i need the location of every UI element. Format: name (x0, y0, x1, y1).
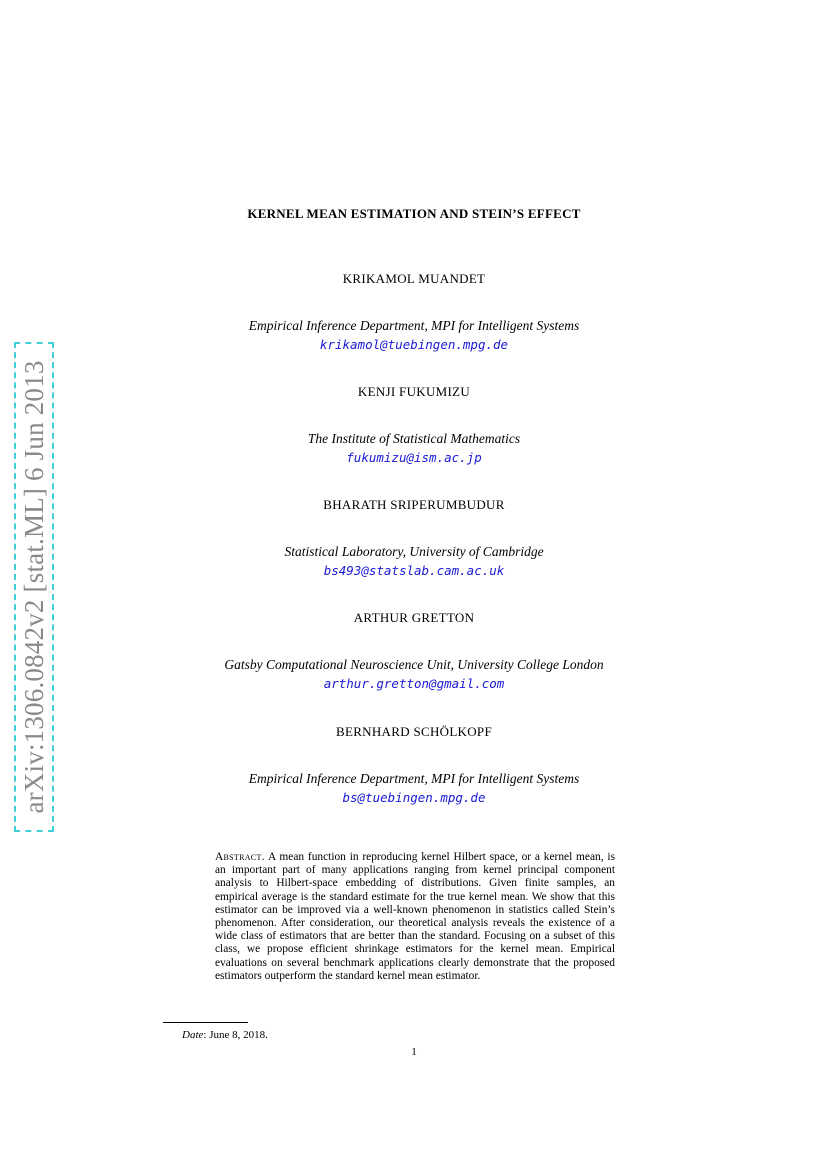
author-block (0, 609, 828, 693)
abstract-heading: Abstract. (215, 851, 265, 863)
author-email-link[interactable]: krikamol@tuebingen.mpg.de (319, 337, 509, 352)
page-number: 1 (411, 1046, 417, 1058)
author-email-link[interactable]: bs493@statslab.cam.ac.uk (323, 563, 505, 578)
author-email-link[interactable]: arthur.gretton@gmail.com (323, 676, 505, 691)
author-block (0, 270, 828, 354)
paper-title: KERNEL MEAN ESTIMATION AND STEIN’S EFFECT (247, 206, 581, 221)
author-email-link[interactable]: fukumizu@ism.ac.jp (346, 450, 482, 465)
author-affiliation: The Institute of Statistical Mathematics (307, 431, 521, 446)
author-email-link[interactable]: bs@tuebingen.mpg.de (342, 790, 486, 805)
author-affiliation: Empirical Inference Department, MPI for Intelligent Systems (248, 318, 580, 333)
footnote-rule (163, 1022, 248, 1023)
abstract (215, 851, 615, 983)
abstract-text: A mean function in reproducing kernel Hilbert space, or a kernel mean, is an important part of many applications ranging from kernel principal component analysis to Hilbert-space embedding of distributions. Given finite samples, an empirical average is the standard estimate for the true kernel mean. We show that this estimator can be improved via a well-known phenomenon in statistics called Stein’s phenomenon. After consideration, our theoretical analysis reveals the existence of a wide class of estimators that are better than the standard. Focusing on a subset of this class, we propose efficient shrinkage estimators for the kernel mean. Empirical evaluations on several benchmark applications clearly demonstrate that the proposed estimators outperform the standard kernel mean estimator. (215, 851, 615, 982)
author-block (0, 383, 828, 467)
arxiv-identifier[interactable]: arXiv:1306.0842v2 [stat.ML] 6 Jun 2013 (19, 360, 49, 814)
author-name: KRIKAMOL MUANDET (342, 271, 486, 286)
author-affiliation: Gatsby Computational Neuroscience Unit, University College London (224, 657, 604, 672)
author-name: ARTHUR GRETTON (353, 610, 475, 625)
date-footnote (182, 1029, 268, 1041)
author-affiliation: Empirical Inference Department, MPI for Intelligent Systems (248, 771, 580, 786)
footnote-value: : June 8, 2018. (203, 1029, 268, 1041)
author-name: KENJI FUKUMIZU (357, 384, 471, 399)
footnote-label: Date (182, 1029, 204, 1041)
author-name: BHARATH SRIPERUMBUDUR (323, 497, 505, 512)
author-block (0, 723, 828, 807)
author-affiliation: Statistical Laboratory, University of Cambridge (284, 544, 544, 559)
author-name: BERNHARD SCHÖLKOPF (335, 724, 492, 739)
author-block (0, 496, 828, 580)
